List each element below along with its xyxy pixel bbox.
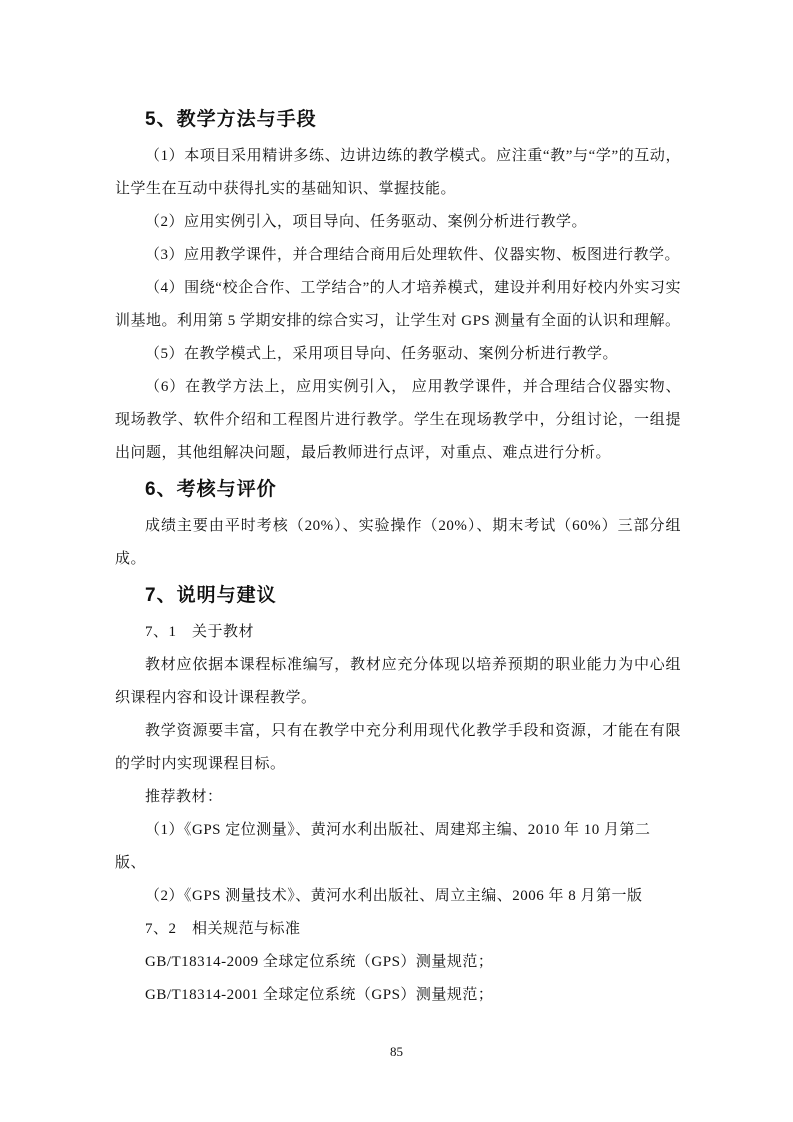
paragraph: （2）应用实例引入，项目导向、任务驱动、案例分析进行教学。 (145, 214, 588, 230)
subsection-heading-7-1: 7、1 关于教材 (145, 624, 255, 640)
paragraph: 成绩主要由平时考核（20%）、实验操作（20%）、期末考试（60%）三部分组成。 (115, 518, 681, 567)
paragraph: （5）在教学模式上，采用项目导向、任务驱动、案例分析进行教学。 (145, 346, 619, 362)
page-number: 85 (390, 1044, 403, 1059)
section-heading-5: 5、教学方法与手段 (145, 109, 317, 130)
paragraph: GB/T18314-2001 全球定位系统（GPS）测量规范； (145, 987, 494, 1003)
paragraph: （4）围绕“校企合作、工学结合”的人才培养模式，建设并利用好校内外实习实训基地。利用第 5 学期安排的综合实习，让学生对 GPS 测量有全面的认识和理解。 (115, 280, 681, 329)
paragraph: 教学资源要丰富，只有在教学中充分利用现代化教学手段和资源，才能在有限的学时内实现课程目标。 (115, 723, 681, 772)
paragraph: 教材应依据本课程标准编写，教材应充分体现以培养预期的职业能力为中心组织课程内容和设计课程教学。 (115, 657, 681, 706)
subsection-heading-7-2: 7、2 相关规范与标准 (145, 921, 301, 937)
paragraph: GB/T18314-2009 全球定位系统（GPS）测量规范； (145, 954, 494, 970)
paragraph: （6）在教学方法上，应用实例引入， 应用教学课件，并合理结合仪器实物、现场教学、软件介绍和工程图片进行教学。学生在现场教学中，分组讨论，一组提出问题，其他组解决问题，最后教师进行点评，对重点、难点进行分析。 (115, 379, 681, 461)
section-heading-6: 6、考核与评价 (145, 479, 277, 500)
paragraph: （1）本项目采用精讲多练、边讲边练的教学模式。应注重“教”与“学”的互动，让学生在互动中获得扎实的基础知识、掌握技能。 (115, 148, 681, 197)
paragraph: （3）应用教学课件，并合理结合商用后处理软件、仪器实物、板图进行教学。 (145, 247, 681, 263)
paragraph: 推荐教材： (145, 789, 223, 805)
paragraph: （2）《GPS 测量技术》、黄河水利出版社、周立主编、2006 年 8 月第一版 (145, 888, 643, 904)
paragraph: （1）《GPS 定位测量》、黄河水利出版社、周建郑主编、2010 年 10 月第二版、 (115, 822, 651, 871)
section-heading-7: 7、说明与建议 (145, 585, 277, 606)
